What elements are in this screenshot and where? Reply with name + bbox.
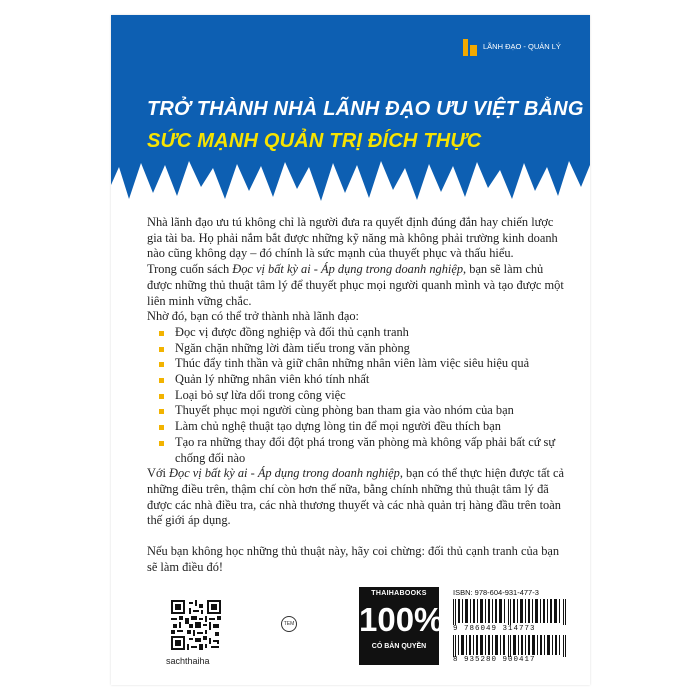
product-barcode-digits: 8 935280 900417 [453, 656, 536, 664]
isbn-label: ISBN: 978-604-931-477-3 [453, 588, 539, 597]
list-item: Quản lý những nhân viên khó tính nhất [147, 372, 567, 388]
qr-code [171, 600, 221, 650]
book-back-cover [111, 15, 590, 685]
closing-paragraph: Nếu bạn không học những thủ thuật này, hãy coi chừng: đối thủ cạnh tranh của bạn sẽ làm điều đó! [147, 544, 560, 574]
intro-paragraph: Nhà lãnh đạo ưu tú không chỉ là người đưa ra quyết định đúng đắn hay chiến lược gia tài ba. Họ phải nắm bắt được những kỹ năng mà không phải trường kinh doanh nào cũng không dạy – đó chính là sức mạnh của thuyết phục và thấu hiểu. [147, 215, 558, 261]
barcode-block [449, 587, 571, 665]
publisher-logo-icon [461, 37, 479, 57]
summary-paragraph: Với Đọc vị bất kỳ ai - Áp dụng trong doanh nghiệp, bạn có thể thực hiện được tất cả những điều trên, thậm chí còn hơn thế nữa, bằng chính những thủ thuật tâm lý đã được các nhà điều tra, các nhà thương thuyết và các nhà quản trị hàng đầu trên toàn thế giới áp dụng. [147, 466, 564, 528]
list-item: Ngăn chặn những lời đàm tiếu trong văn phòng [147, 341, 567, 357]
list-item: Đọc vị được đồng nghiệp và đối thủ cạnh tranh [147, 325, 567, 341]
list-item: Thúc đẩy tinh thần và giữ chân những nhân viên làm việc siêu hiệu quả [147, 356, 567, 372]
seal-percent: 100% [359, 601, 444, 638]
benefit-list [147, 325, 567, 466]
book-paragraph: Trong cuốn sách Đọc vị bất kỳ ai - Áp dụng trong doanh nghiệp, bạn sẽ làm chủ được những thủ thuật tâm lý để thuyết phục mọi người quanh mình và tạo được một liên minh vững chắc. [147, 262, 564, 308]
list-item: Làm chủ nghệ thuật tạo dựng lòng tin để mọi người đều thích bạn [147, 419, 567, 435]
book-title: Đọc vị bất kỳ ai - Áp dụng trong doanh nghiệp [169, 466, 400, 481]
seal-brand: THAIHABOOKS [371, 590, 427, 597]
tem-stamp: TEM [281, 616, 297, 632]
book-title: Đọc vị bất kỳ ai - Áp dụng trong doanh nghiệp [232, 262, 464, 277]
list-item: Thuyết phục mọi người cùng phòng ban tham gia vào nhóm của bạn [147, 403, 567, 419]
headline-line-2: SỨC MẠNH QUẢN TRỊ ĐÍCH THỰC [147, 130, 482, 152]
product-barcode [451, 635, 569, 657]
publisher-logo-label: LÃNH ĐẠO - QUẢN LÝ [483, 42, 561, 51]
isbn-barcode-digits: 9 786049 314773 [453, 625, 536, 633]
header-banner [111, 15, 590, 215]
seal-subtitle: CÓ BẢN QUYỀN [371, 643, 427, 650]
description-text [147, 215, 567, 575]
list-item: Loại bỏ sự lừa dối trong công việc [147, 388, 567, 404]
headline-line-1: TRỞ THÀNH NHÀ LÃNH ĐẠO ƯU VIỆT BẰNG [147, 98, 584, 120]
lead-paragraph: Nhờ đó, bạn có thể trở thành nhà lãnh đạo: [147, 309, 359, 324]
copyright-seal [359, 587, 444, 665]
isbn-barcode [451, 599, 569, 625]
qr-label: sachthaiha [166, 656, 210, 666]
publisher-logo [461, 37, 581, 57]
list-item: Tạo ra những thay đổi đột phá trong văn phòng mà không vấp phải bất cứ sự chống đối nào [147, 435, 567, 466]
